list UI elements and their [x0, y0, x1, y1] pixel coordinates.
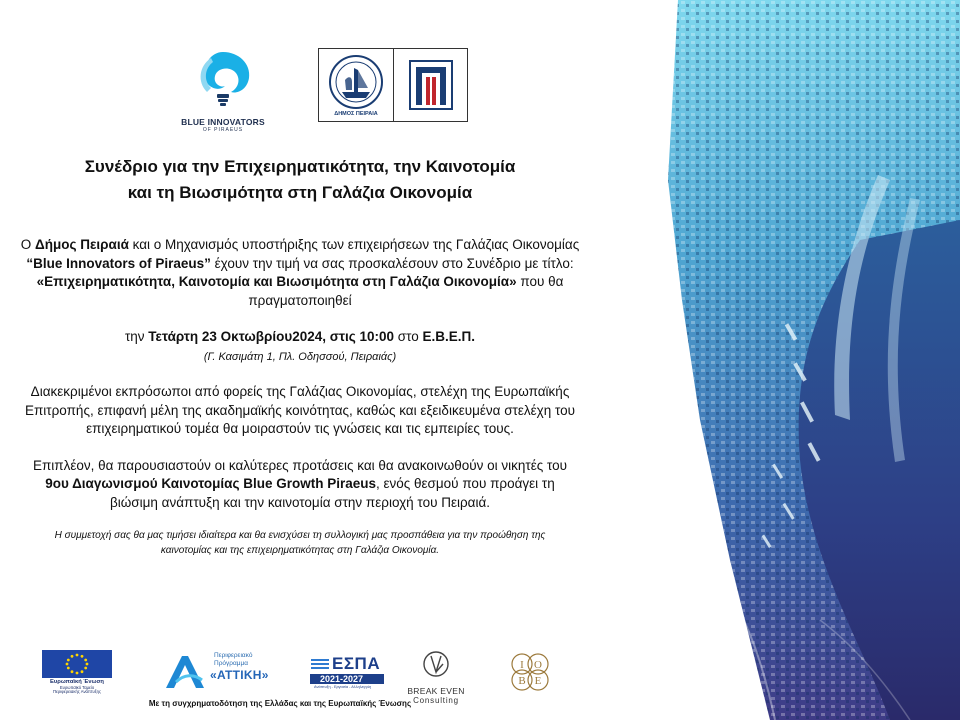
attiki-a-icon — [162, 652, 208, 692]
pi-monogram — [394, 49, 467, 121]
espa-years: 2021-2027 — [320, 674, 364, 684]
attiki-programme-text — [214, 652, 252, 667]
blue-innovators-wordmark: BLUE INNOVATORS — [181, 117, 265, 127]
attiki-programme-logo — [162, 652, 282, 692]
competition-paragraph — [20, 457, 580, 513]
intro-text-4: που θα πραγματοποιηθεί — [248, 274, 564, 308]
intro-text-2: και ο Μηχανισμός υποστήριξης των επιχειρήσεων της Γαλάζιας Οικονομίας — [128, 237, 580, 252]
municipality-logo — [318, 48, 468, 122]
title-line-1: Συνέδριο για την Επιχειρηματικότητα, την Καινοτομία — [84, 157, 516, 176]
attiki-line-1: Περιφερειακό — [214, 652, 253, 659]
break-even-icon — [421, 650, 451, 678]
speakers-paragraph: Διακεκριμένοι εκπρόσωποι από φορείς της Γαλάζιας Οικονομίας, στελέχη της Ευρωπαϊκής Επιτροπής, επιφανή μέλη της ακαδημαϊκής κοινότητας, καθώς και εξειδικευμένα στελέχη του επιχειρηματικού τομέα θα μοιραστούν τις γνώσεις και τις εμπειρίες τους. — [24, 384, 576, 436]
eu-fund-line-2: Περιφερειακής Ανάπτυξης — [52, 689, 102, 695]
municipal-seal — [319, 49, 394, 121]
harbour-photo-graphic — [560, 0, 960, 720]
espa-wave-icon — [310, 656, 330, 672]
iobe-mark-icon — [508, 650, 552, 694]
invitation-text — [20, 154, 580, 568]
eu-fund-line-1: Ευρωπαϊκό Ταμείο — [59, 684, 95, 690]
break-even-line-2: Consulting — [413, 696, 459, 705]
event-title — [20, 154, 580, 206]
espa-tagline: Ανάπτυξη - Εργασία - Αλληλεγγύη — [314, 685, 372, 689]
intro-text-1: Ο — [20, 237, 36, 252]
co-funding-statement: Με τη συγχρηματοδότηση της Ελλάδας και της Ευρωπαϊκής Ένωσης — [148, 699, 412, 708]
eu-logo — [40, 650, 114, 695]
swirl-bulb-icon — [191, 48, 255, 110]
intro-text-3: έχουν την τιμή να σας προσκαλέσουν στο Συνέδριο με τίτλο: — [210, 255, 574, 271]
title-line-2: και τη Βιωσιμότητα στη Γαλάζια Οικονομία — [127, 183, 473, 202]
svg-text:O: O — [534, 659, 542, 671]
attiki-line-2: Πρόγραμμα — [214, 659, 248, 667]
harbour-aerial-photo — [560, 0, 960, 720]
competition-name: 9ου Διαγωνισμού Καινοτομίας Blue Growth Piraeus — [45, 476, 376, 491]
espa-logo — [310, 656, 384, 690]
date-prefix: την — [124, 329, 149, 344]
venue-address: (Γ. Κασιμάτη 1, Πλ. Οδησσού, Πειραιάς) — [203, 350, 397, 363]
break-even-line-1: BREAK EVEN — [407, 686, 465, 696]
svg-text:I: I — [520, 659, 524, 671]
conference-title: «Επιχειρηματικότητα, Καινοτομία και Βιωσιμότητα στη Γαλάζια Οικονομία» — [36, 274, 517, 289]
blue-innovators-sub: OF PIRAEUS — [202, 127, 244, 133]
svg-text:E: E — [534, 675, 542, 687]
pi-monogram-icon — [406, 57, 456, 113]
intro-paragraph — [20, 236, 580, 310]
blue-innovators-logo — [168, 48, 278, 138]
closing-note: Η συμμετοχή σας θα μας τιμήσει ιδιαίτερα και θα ενισχύσει τη συλλογική μας προσπάθεια για την προώθηση της καινοτομίας και της επιχειρηματικότητας στη Γαλάζια Οικονομία. — [54, 530, 546, 556]
eu-flag-icon — [42, 650, 112, 678]
competition-text-1: Επιπλέον, θα παρουσιαστούν οι καλύτερες προτάσεις και θα ανακοινωθούν οι νικητές του — [32, 457, 568, 473]
host-name: Δήμος Πειραιά — [35, 237, 129, 252]
espa-name: ΕΣΠΑ — [332, 654, 381, 673]
date-paragraph — [20, 328, 580, 365]
eu-label: Ευρωπαϊκή Ένωση — [50, 679, 104, 685]
venue-prefix: στο — [394, 329, 423, 344]
iobe-logo — [498, 650, 562, 699]
svg-text:B: B — [518, 675, 526, 687]
event-venue: Ε.Β.Ε.Π. — [422, 329, 476, 344]
attiki-name: «ΑΤΤΙΚΗ» — [210, 668, 269, 682]
organiser-name: “Blue Innovators of Piraeus” — [26, 255, 211, 271]
municipality-label: ΔΗΜΟΣ ΠΕΙΡΑΙΑ — [334, 110, 378, 117]
municipal-seal-icon — [328, 54, 384, 110]
event-date: Τετάρτη 23 Οκτωβρίου2024, στις 10:00 — [148, 329, 395, 344]
break-even-logo — [400, 650, 472, 705]
competition-text-2: , ενός θεσμού που προάγει τη βιώσιμη ανάπτυξη και την καινοτομία στην περιοχή του Πειραιά. — [109, 476, 555, 510]
